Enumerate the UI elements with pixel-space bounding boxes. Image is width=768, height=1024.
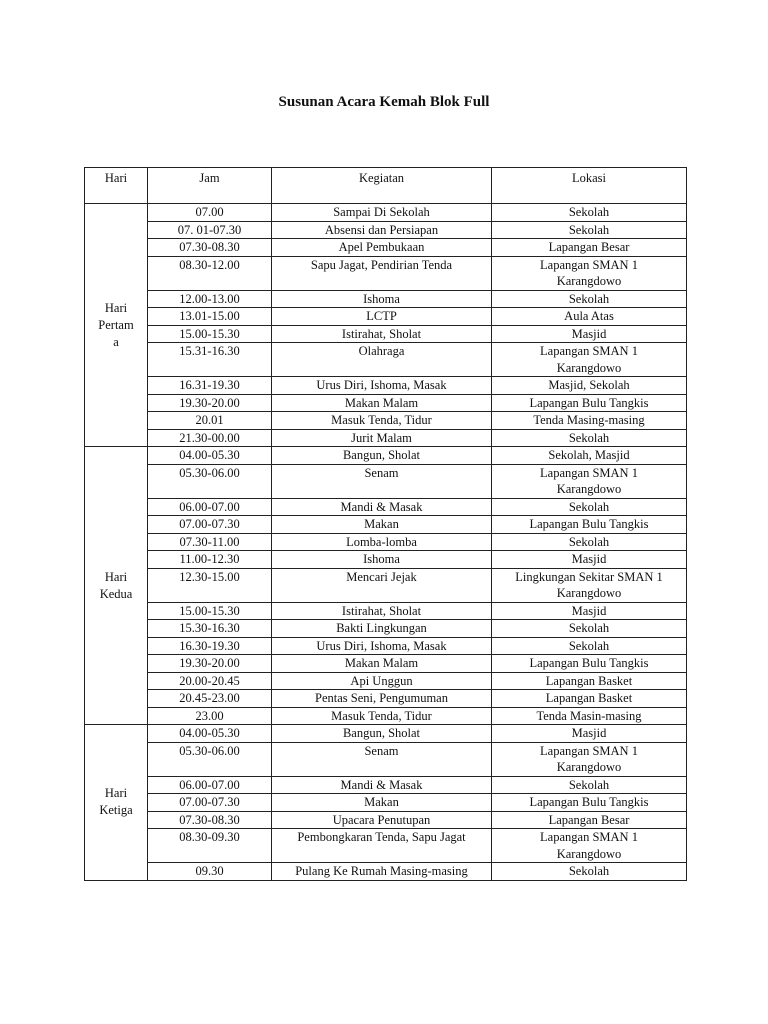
lokasi-cell	[492, 464, 687, 498]
jam-cell: 15.00-15.30	[148, 325, 272, 343]
lokasi-line: Lapangan Bulu Tangkis	[529, 395, 649, 410]
day-label-line: Kedua	[99, 586, 133, 601]
table-row	[85, 412, 687, 430]
kegiatan-cell: Pembongkaran Tenda, Sapu Jagat	[272, 829, 492, 863]
table-row	[85, 447, 687, 465]
jam-cell: 15.31-16.30	[148, 343, 272, 377]
kegiatan-cell: Sapu Jagat, Pendirian Tenda	[272, 256, 492, 290]
lokasi-line: Masjid	[571, 552, 607, 566]
kegiatan-cell: Bangun, Sholat	[272, 447, 492, 465]
kegiatan-cell: Bangun, Sholat	[272, 725, 492, 743]
table-row	[85, 308, 687, 326]
lokasi-line: Sekolah	[568, 864, 610, 878]
table-row	[85, 863, 687, 881]
lokasi-line: Sekolah	[568, 430, 610, 445]
lokasi-line: Sekolah	[568, 499, 610, 514]
table-row	[85, 794, 687, 812]
lokasi-line: Lapangan SMAN 1	[540, 344, 638, 358]
header-row	[85, 168, 687, 204]
kegiatan-cell: Urus Diri, Ishoma, Masak	[272, 637, 492, 655]
lokasi-cell	[492, 776, 687, 794]
lokasi-cell	[492, 742, 687, 776]
lokasi-line: Sekolah	[568, 621, 610, 635]
table-row	[85, 221, 687, 239]
lokasi-line: Lapangan SMAN 1	[540, 257, 638, 272]
table-row	[85, 377, 687, 395]
lokasi-cell	[492, 377, 687, 395]
jam-cell: 05.30-06.00	[148, 464, 272, 498]
kegiatan-cell: Upacara Penutupan	[272, 811, 492, 829]
kegiatan-cell: Mencari Jejak	[272, 568, 492, 602]
jam-cell: 04.00-05.30	[148, 725, 272, 743]
table-row	[85, 464, 687, 498]
lokasi-cell	[492, 655, 687, 673]
lokasi-line: Aula Atas	[564, 309, 614, 323]
kegiatan-cell: Masuk Tenda, Tidur	[272, 412, 492, 430]
lokasi-cell	[492, 256, 687, 290]
lokasi-line: Lingkungan Sekitar SMAN 1	[515, 569, 663, 584]
jam-cell: 09.30	[148, 863, 272, 881]
header-hari: Hari	[85, 168, 148, 204]
schedule-body	[85, 204, 687, 881]
jam-cell: 16.30-19.30	[148, 637, 272, 655]
lokasi-line: Lapangan Besar	[548, 240, 630, 254]
kegiatan-cell: Olahraga	[272, 343, 492, 377]
day-label-cell	[85, 725, 148, 881]
lokasi-line: Lapangan Bulu Tangkis	[529, 656, 649, 670]
lokasi-line: Lapangan Basket	[545, 673, 633, 688]
kegiatan-cell: Makan Malam	[272, 655, 492, 673]
kegiatan-cell: Senam	[272, 742, 492, 776]
lokasi-cell	[492, 690, 687, 708]
day-label-line: a	[113, 334, 119, 349]
kegiatan-cell: Masuk Tenda, Tidur	[272, 707, 492, 725]
lokasi-line: Lapangan SMAN 1	[540, 743, 638, 758]
kegiatan-cell: Absensi dan Persiapan	[272, 221, 492, 239]
table-row	[85, 568, 687, 602]
lokasi-line: Karangdowo	[556, 760, 622, 774]
lokasi-line: Sekolah	[568, 291, 610, 306]
lokasi-cell	[492, 412, 687, 430]
lokasi-cell	[492, 290, 687, 308]
lokasi-cell	[492, 707, 687, 725]
jam-cell: 20.45-23.00	[148, 690, 272, 708]
lokasi-line: Masjid	[571, 603, 607, 618]
day-label-line: Hari	[104, 786, 128, 801]
lokasi-line: Lapangan Basket	[545, 691, 633, 705]
table-row	[85, 637, 687, 655]
table-row	[85, 655, 687, 673]
jam-cell: 06.00-07.00	[148, 776, 272, 794]
kegiatan-cell: Istirahat, Sholat	[272, 325, 492, 343]
kegiatan-cell: Apel Pembukaan	[272, 239, 492, 257]
kegiatan-cell: Mandi & Masak	[272, 776, 492, 794]
lokasi-cell	[492, 551, 687, 569]
header-kegiatan: Kegiatan	[272, 168, 492, 204]
jam-cell: 07. 01-07.30	[148, 221, 272, 239]
lokasi-cell	[492, 221, 687, 239]
jam-cell: 07.30-08.30	[148, 239, 272, 257]
lokasi-cell	[492, 429, 687, 447]
lokasi-cell	[492, 602, 687, 620]
header-jam: Jam	[148, 168, 272, 204]
lokasi-line: Tenda Masing-masing	[533, 413, 645, 427]
lokasi-line: Sekolah	[568, 222, 610, 237]
jam-cell: 19.30-20.00	[148, 655, 272, 673]
lokasi-line: Masjid, Sekolah	[548, 378, 630, 392]
lokasi-line: Masjid	[571, 726, 607, 740]
jam-cell: 08.30-12.00	[148, 256, 272, 290]
jam-cell: 08.30-09.30	[148, 829, 272, 863]
lokasi-cell	[492, 672, 687, 690]
lokasi-cell	[492, 204, 687, 222]
table-row	[85, 690, 687, 708]
lokasi-cell	[492, 239, 687, 257]
kegiatan-cell: Makan Malam	[272, 394, 492, 412]
lokasi-line: Lapangan Besar	[548, 812, 630, 827]
lokasi-cell	[492, 568, 687, 602]
jam-cell: 20.00-20.45	[148, 672, 272, 690]
kegiatan-cell: Makan	[272, 794, 492, 812]
jam-cell: 07.00	[148, 204, 272, 222]
lokasi-line: Tenda Masin-masing	[536, 708, 642, 723]
kegiatan-cell: Bakti Lingkungan	[272, 620, 492, 638]
jam-cell: 16.31-19.30	[148, 377, 272, 395]
jam-cell: 05.30-06.00	[148, 742, 272, 776]
table-row	[85, 672, 687, 690]
jam-cell: 21.30-00.00	[148, 429, 272, 447]
table-row	[85, 725, 687, 743]
kegiatan-cell: Pulang Ke Rumah Masing-masing	[272, 863, 492, 881]
day-label-line: Hari	[104, 569, 128, 584]
lokasi-line: Sekolah	[568, 205, 610, 219]
lokasi-cell	[492, 394, 687, 412]
kegiatan-cell: Sampai Di Sekolah	[272, 204, 492, 222]
lokasi-cell	[492, 498, 687, 516]
table-row	[85, 429, 687, 447]
table-row	[85, 325, 687, 343]
lokasi-cell	[492, 794, 687, 812]
table-row	[85, 204, 687, 222]
jam-cell: 04.00-05.30	[148, 447, 272, 465]
table-row	[85, 551, 687, 569]
lokasi-cell	[492, 829, 687, 863]
lokasi-line: Karangdowo	[556, 586, 622, 600]
day-label-line: Hari	[104, 300, 128, 315]
jam-cell: 07.30-08.30	[148, 811, 272, 829]
jam-cell: 07.00-07.30	[148, 516, 272, 534]
jam-cell: 11.00-12.30	[148, 551, 272, 569]
table-row	[85, 707, 687, 725]
lokasi-line: Sekolah, Masjid	[548, 448, 630, 462]
lokasi-cell	[492, 308, 687, 326]
kegiatan-cell: Ishoma	[272, 290, 492, 308]
table-row	[85, 829, 687, 863]
lokasi-cell	[492, 325, 687, 343]
lokasi-line: Sekolah	[568, 534, 610, 549]
jam-cell: 20.01	[148, 412, 272, 430]
schedule-table	[84, 167, 687, 881]
table-row	[85, 498, 687, 516]
kegiatan-cell: Senam	[272, 464, 492, 498]
table-row	[85, 256, 687, 290]
table-row	[85, 516, 687, 534]
lokasi-cell	[492, 725, 687, 743]
lokasi-cell	[492, 516, 687, 534]
lokasi-cell	[492, 620, 687, 638]
jam-cell: 12.00-13.00	[148, 290, 272, 308]
lokasi-line: Masjid	[571, 326, 607, 341]
jam-cell: 07.00-07.30	[148, 794, 272, 812]
day-label-cell	[85, 447, 148, 725]
lokasi-cell	[492, 637, 687, 655]
lokasi-line: Lapangan SMAN 1	[540, 465, 638, 480]
day-label-cell	[85, 204, 148, 447]
kegiatan-cell: Lomba-lomba	[272, 533, 492, 551]
lokasi-line: Lapangan Bulu Tangkis	[529, 517, 649, 531]
lokasi-line: Karangdowo	[556, 846, 622, 861]
table-row	[85, 602, 687, 620]
table-row	[85, 343, 687, 377]
lokasi-cell	[492, 863, 687, 881]
jam-cell: 15.00-15.30	[148, 602, 272, 620]
table-row	[85, 742, 687, 776]
kegiatan-cell: Mandi & Masak	[272, 498, 492, 516]
lokasi-line: Karangdowo	[556, 482, 622, 496]
day-label-line: Ketiga	[99, 803, 133, 818]
jam-cell: 06.00-07.00	[148, 498, 272, 516]
kegiatan-cell: Istirahat, Sholat	[272, 602, 492, 620]
table-row	[85, 620, 687, 638]
table-row	[85, 776, 687, 794]
jam-cell: 23.00	[148, 707, 272, 725]
jam-cell: 15.30-16.30	[148, 620, 272, 638]
lokasi-cell	[492, 343, 687, 377]
kegiatan-cell: Api Unggun	[272, 672, 492, 690]
document-title: Susunan Acara Kemah Blok Full	[278, 94, 490, 110]
lokasi-line: Sekolah	[568, 638, 610, 653]
jam-cell: 12.30-15.00	[148, 568, 272, 602]
lokasi-line: Lapangan SMAN 1	[540, 830, 638, 844]
kegiatan-cell: Makan	[272, 516, 492, 534]
kegiatan-cell: LCTP	[272, 308, 492, 326]
jam-cell: 07.30-11.00	[148, 533, 272, 551]
kegiatan-cell: Jurit Malam	[272, 429, 492, 447]
kegiatan-cell: Pentas Seni, Pengumuman	[272, 690, 492, 708]
jam-cell: 13.01-15.00	[148, 308, 272, 326]
lokasi-cell	[492, 533, 687, 551]
kegiatan-cell: Ishoma	[272, 551, 492, 569]
table-row	[85, 239, 687, 257]
lokasi-line: Sekolah	[568, 777, 610, 792]
lokasi-cell	[492, 447, 687, 465]
lokasi-cell	[492, 811, 687, 829]
day-label-line: Pertam	[98, 317, 134, 332]
jam-cell: 19.30-20.00	[148, 394, 272, 412]
lokasi-line: Karangdowo	[556, 360, 622, 375]
lokasi-line: Lapangan Bulu Tangkis	[529, 795, 649, 809]
table-row	[85, 394, 687, 412]
table-row	[85, 290, 687, 308]
kegiatan-cell: Urus Diri, Ishoma, Masak	[272, 377, 492, 395]
lokasi-line: Karangdowo	[556, 274, 622, 288]
table-row	[85, 811, 687, 829]
table-row	[85, 533, 687, 551]
header-lokasi: Lokasi	[492, 168, 687, 204]
